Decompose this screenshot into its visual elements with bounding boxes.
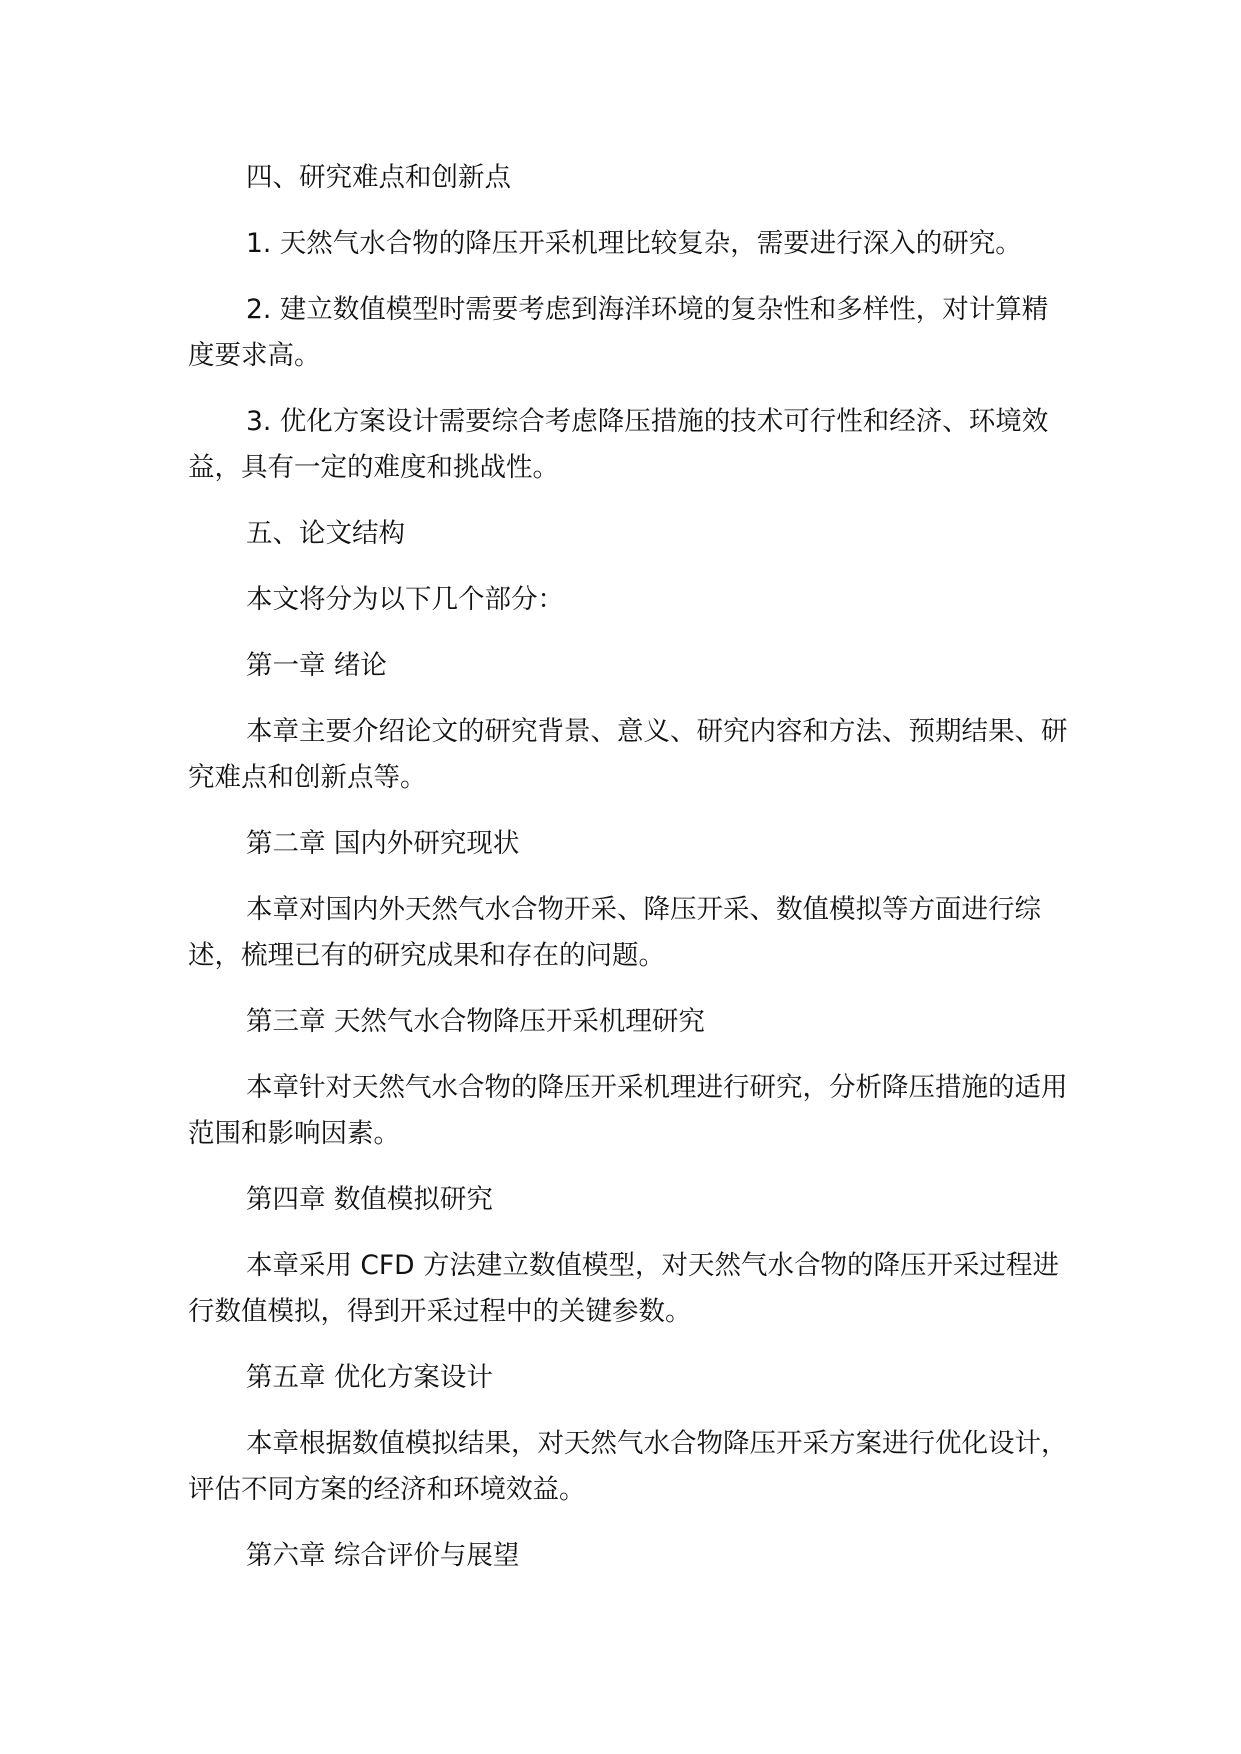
section-heading-research-difficulties: 四、研究难点和创新点 (246, 162, 511, 193)
difficulty-item-3: 3. 优化方案设计需要综合考虑降压措施的技术可行性和经济、环境效益，具有一定的难度和挑战性。 (188, 406, 1049, 483)
section-heading-thesis-structure: 五、论文结构 (246, 518, 405, 549)
chapter-1-title: 第一章 绪论 (246, 650, 387, 681)
chapter-2-title: 第二章 国内外研究现状 (246, 828, 520, 859)
chapter-3-title: 第三章 天然气水合物降压开采机理研究 (246, 1006, 705, 1037)
document-body (188, 155, 1068, 1579)
chapter-5-description: 本章根据数值模拟结果，对天然气水合物降压开采方案进行优化设计，评估不同方案的经济和环境效益。 (188, 1428, 1068, 1505)
chapter-2-description: 本章对国内外天然气水合物开采、降压开采、数值模拟等方面进行综述，梳理已有的研究成果和存在的问题。 (188, 894, 1041, 971)
chapter-3-description: 本章针对天然气水合物的降压开采机理进行研究，分析降压措施的适用范围和影响因素。 (188, 1072, 1068, 1149)
chapter-1-description: 本章主要介绍论文的研究背景、意义、研究内容和方法、预期结果、研究难点和创新点等。 (188, 716, 1068, 793)
structure-intro: 本文将分为以下几个部分： (246, 584, 564, 615)
chapter-6-title: 第六章 综合评价与展望 (246, 1540, 520, 1571)
chapter-4-description: 本章采用 CFD 方法建立数值模型，对天然气水合物的降压开采过程进行数值模拟，得到开采过程中的关键参数。 (188, 1250, 1059, 1327)
difficulty-item-1: 1. 天然气水合物的降压开采机理比较复杂，需要进行深入的研究。 (246, 228, 1022, 259)
chapter-5-title: 第五章 优化方案设计 (246, 1362, 493, 1393)
difficulty-item-2: 2. 建立数值模型时需要考虑到海洋环境的复杂性和多样性，对计算精度要求高。 (188, 294, 1049, 371)
chapter-4-title: 第四章 数值模拟研究 (246, 1184, 493, 1215)
